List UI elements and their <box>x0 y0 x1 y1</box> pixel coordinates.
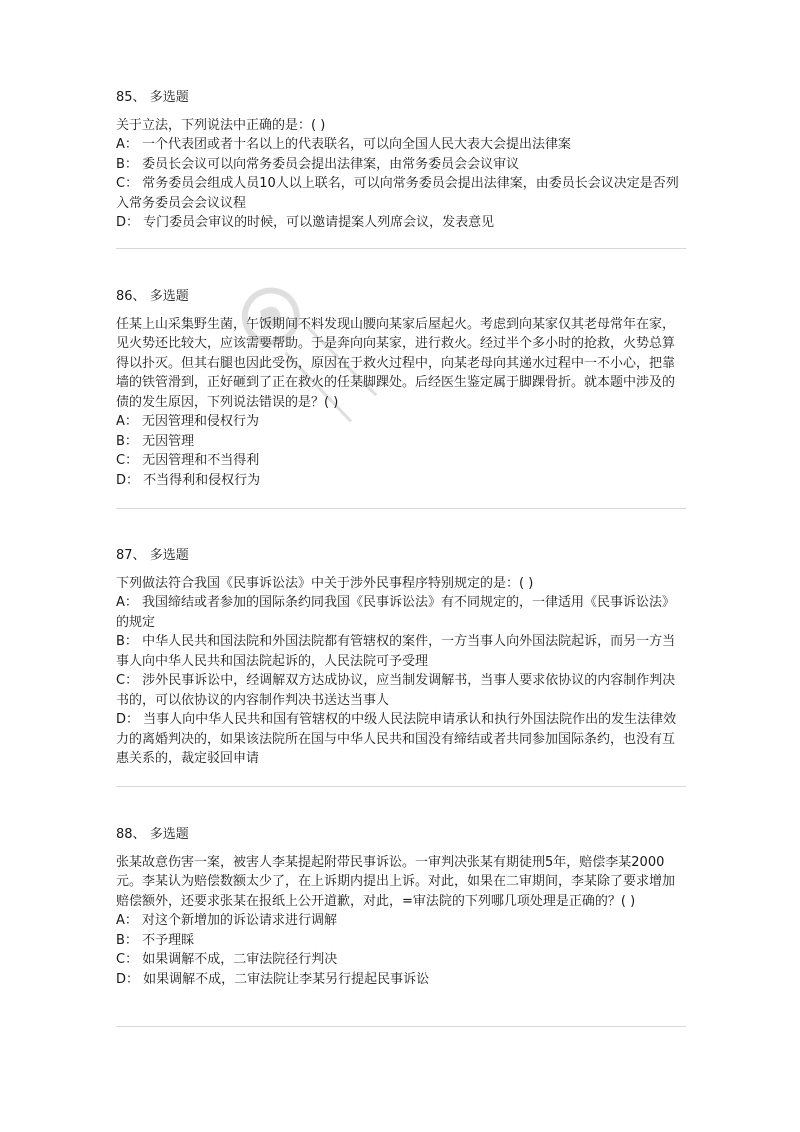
option-text: 无因管理和不当得利 <box>142 453 260 468</box>
question-85 <box>116 88 686 233</box>
option-label: A： <box>116 595 138 610</box>
option-text: 我国缔结或者参加的国际条约同我国《民事诉讼法》有不同规定的，一律适用《民事诉讼法》的规定 <box>116 595 676 630</box>
option-d <box>116 710 686 769</box>
question-separator: 、 <box>132 548 150 563</box>
option-label: D： <box>116 472 140 488</box>
option-text: 无因管理 <box>142 433 195 449</box>
option-d <box>116 970 686 990</box>
option-label: B： <box>116 932 138 948</box>
question-divider <box>116 248 686 249</box>
option-c <box>116 950 686 970</box>
question-divider <box>116 508 686 509</box>
option-d <box>116 213 686 233</box>
option-text: 如果调解不成，二审法院径行判决 <box>142 952 338 967</box>
option-a <box>116 593 686 632</box>
option-b <box>116 155 686 175</box>
question-number: 87 <box>116 548 133 563</box>
option-label: B： <box>116 156 138 172</box>
option-b <box>116 931 686 951</box>
option-b <box>116 432 686 452</box>
option-label: B： <box>116 433 138 449</box>
question-separator: 、 <box>132 90 150 105</box>
question-stem: 下列做法符合我国《民事诉讼法》中关于涉外民事程序特别规定的是：( ) <box>116 575 534 591</box>
option-text: 涉外民事诉讼中，经调解双方达成协议，应当制发调解书，当事人要求依协议的内容制作判决书的，可以依协议的内容制作判决书送达当事人 <box>116 673 676 708</box>
option-a <box>116 911 686 931</box>
question-stem: 任某上山采集野生菌，午饭期间不料发现山腰向某家后屋起火。考虑到向某家仅其老母常年在家，见火势还比较大，应该需要帮助。于是奔向向某家，进行救火。经过半个多小时的抢救，火势总算得以扑灭。但其右腿也因此受伤，原因在于救火过程中，向某老母向其递水过程中一不小心，把靠墙的铁管滑到，正好砸到了正在救火的任某脚踝处。后经医生鉴定属于脚踝骨折。就本题中涉及的债的发生原因，下列说法错误的是？( ) <box>116 316 676 410</box>
option-text: 当事人向中华人民共和国有管辖权的中级人民法院申请承认和执行外国法院作出的发生法律效力的离婚判决的，如果该法院所在国与中华人民共和国没有缔结或者共同参加国际条约，也没有互惠关系的，裁定驳回申请 <box>116 712 677 766</box>
option-label: A： <box>116 414 138 429</box>
question-separator: 、 <box>132 289 150 304</box>
option-text: 委员长会议可以向常务委员会提出法律案，由常务委员会会议审议 <box>142 156 520 172</box>
question-type: 多选题 <box>149 827 189 842</box>
question-stem: 张某故意伤害一案，被害人李某提起附带民事诉讼。一审判决张某有期徒刑5年，赔偿李某2000元。李某认为赔偿数额太少了，在上诉期内提出上诉。对此，如果在二审期间，李某除了要求增加赔偿额外，还要求张某在报纸上公开道歉，对此，=审法院的下列哪几项处理是正确的？( ) <box>116 854 676 909</box>
option-c <box>116 174 686 213</box>
option-label: D： <box>116 712 140 727</box>
question-number: 85 <box>116 90 133 105</box>
option-label: A： <box>116 137 138 152</box>
option-d <box>116 471 686 491</box>
question-type: 多选题 <box>149 90 189 105</box>
option-label: C： <box>116 952 139 967</box>
option-a <box>116 412 686 432</box>
question-type: 多选题 <box>149 289 189 304</box>
option-c <box>116 671 686 710</box>
question-divider <box>116 1026 686 1027</box>
question-type: 多选题 <box>149 548 189 563</box>
option-label: A： <box>116 913 138 928</box>
option-text: 不当得利和侵权行为 <box>143 472 261 488</box>
option-text: 如果调解不成，二审法院让李某另行提起民事诉讼 <box>143 971 430 987</box>
question-header <box>116 287 686 307</box>
option-text: 无因管理和侵权行为 <box>142 414 260 429</box>
option-text: 一个代表团或者十名以上的代表联名，可以向全国人民大表大会提出法律案 <box>142 137 572 152</box>
option-label: B： <box>116 634 138 649</box>
option-text: 不予理睬 <box>142 932 195 948</box>
question-87 <box>116 546 686 769</box>
option-label: C： <box>116 176 139 191</box>
question-divider <box>116 786 686 787</box>
question-86 <box>116 287 686 490</box>
option-label: D： <box>116 971 140 987</box>
option-b <box>116 632 686 671</box>
option-a <box>116 135 686 155</box>
option-text: 对这个新增加的诉讼请求进行调解 <box>142 913 338 928</box>
question-number: 88 <box>116 827 133 842</box>
option-label: C： <box>116 453 139 468</box>
option-text: 专门委员会审议的时候，可以邀请提案人列席会议，发表意见 <box>143 215 495 230</box>
question-stem: 关于立法，下列说法中正确的是：( ) <box>116 117 326 133</box>
option-label: D： <box>116 215 140 230</box>
option-label: C： <box>116 673 139 688</box>
question-header <box>116 88 686 108</box>
question-number: 86 <box>116 289 133 304</box>
option-text: 常务委员会组成人员10人以上联名，可以向常务委员会提出法律案，由委员长会议决定是否列入常务委员会会议议程 <box>116 176 679 211</box>
question-header <box>116 825 686 845</box>
question-88 <box>116 825 686 989</box>
option-text: 中华人民共和国法院和外国法院都有管辖权的案件，一方当事人向外国法院起诉，而另一方当事人向中华人民共和国法院起诉的，人民法院可予受理 <box>116 634 676 669</box>
question-header <box>116 546 686 566</box>
question-separator: 、 <box>132 827 150 842</box>
option-c <box>116 451 686 471</box>
